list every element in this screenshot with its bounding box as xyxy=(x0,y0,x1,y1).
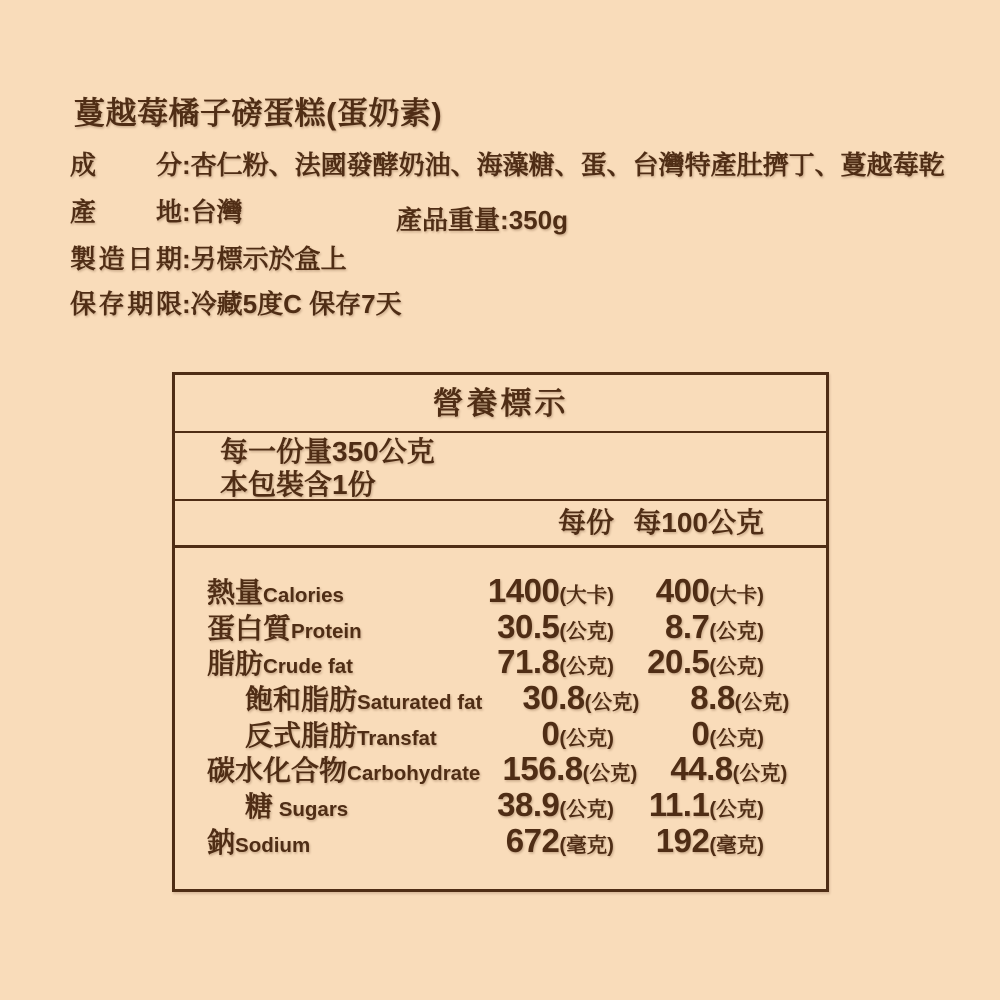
value-per-100g xyxy=(614,823,764,864)
column-header-per-100g: 每100公克 xyxy=(633,507,764,538)
nutrient-name-en: Crude fat xyxy=(263,655,353,679)
ingredients-label: 成分 xyxy=(70,150,182,180)
value-number: 8.8 xyxy=(690,679,735,717)
colon: : xyxy=(500,205,509,235)
value-unit: (公克) xyxy=(734,691,790,715)
nutrient-name-en: Carbohydrate xyxy=(347,762,481,786)
value-number: 156.8 xyxy=(502,750,583,788)
nutrition-rows xyxy=(175,548,826,859)
nutrient-name-zh: 脂肪 xyxy=(207,648,264,680)
value-per-serving xyxy=(457,823,614,864)
value-unit: (公克) xyxy=(709,655,764,679)
nutrient-name-zh: 飽和脂肪 xyxy=(245,684,358,716)
shelf-life-label: 保存期限 xyxy=(70,289,182,319)
nutrition-row-sugars xyxy=(175,787,826,823)
nutrient-name-en: Calories xyxy=(263,584,344,607)
value-unit: (大卡) xyxy=(709,584,764,607)
value-unit: (公克) xyxy=(559,798,614,822)
value-number: 1400 xyxy=(487,572,560,609)
serving-size: 每一份量350公克 xyxy=(220,436,435,467)
colon: : xyxy=(182,197,191,227)
column-header-row xyxy=(175,501,826,548)
colon: : xyxy=(182,244,191,274)
nutrition-row-sodium xyxy=(175,823,826,859)
column-header-per-serving: 每份 xyxy=(557,507,614,538)
serving-info xyxy=(175,433,826,501)
nutrition-row-calories xyxy=(175,573,826,609)
nutrient-name xyxy=(207,789,457,828)
nutrition-facts-table xyxy=(172,372,829,892)
value-number: 400 xyxy=(655,572,710,609)
nutrient-name xyxy=(207,682,482,721)
value-unit: (公克) xyxy=(732,762,788,786)
nutrient-name-en: Protein xyxy=(291,619,362,643)
value-number: 11.1 xyxy=(648,786,710,824)
value-unit: (公克) xyxy=(584,691,640,715)
value-unit: (公克) xyxy=(709,798,764,822)
colon: : xyxy=(182,150,191,180)
value-number: 30.8 xyxy=(522,679,585,717)
value-unit: (公克) xyxy=(709,726,764,750)
value-number: 0 xyxy=(691,714,710,752)
nutrient-name-en: Transfat xyxy=(357,726,437,750)
value-number: 44.8 xyxy=(670,750,733,788)
nutrient-name-zh: 反式脂肪 xyxy=(245,719,358,751)
nutrient-name xyxy=(207,646,457,685)
value-per-100g xyxy=(639,680,789,721)
value-per-serving xyxy=(482,680,639,721)
value-number: 38.9 xyxy=(497,786,560,824)
value-unit: (毫克) xyxy=(559,833,614,857)
nutrition-row-saturated-fat xyxy=(175,680,826,716)
value-unit: (公克) xyxy=(582,762,638,786)
nutrient-name xyxy=(207,825,457,864)
nutrition-row-trans-fat xyxy=(175,716,826,752)
weight-line xyxy=(396,200,568,237)
ingredients-value: 杏仁粉、法國發酵奶油、海藻糖、蛋、台灣特產肚擠丁、蔓越莓乾 xyxy=(190,150,945,180)
made-date-line xyxy=(70,239,347,276)
nutrient-name-en: Saturated fat xyxy=(357,691,483,715)
nutrition-table-title: 營養標示 xyxy=(175,375,826,433)
origin-value: 台灣 xyxy=(190,197,243,227)
nutrient-name xyxy=(207,575,457,614)
colon: : xyxy=(182,289,191,319)
nutrient-name xyxy=(207,611,457,650)
nutrient-name-zh: 鈉 xyxy=(207,826,236,858)
value-unit: (公克) xyxy=(559,619,614,643)
origin-line xyxy=(70,192,243,229)
nutrition-row-carbohydrate xyxy=(175,751,826,787)
nutrient-name-en: Sugars xyxy=(273,798,349,822)
shelf-life-value: 冷藏5度C 保存7天 xyxy=(190,289,402,319)
weight-value: 350g xyxy=(508,205,568,235)
value-unit: (毫克) xyxy=(709,833,764,857)
origin-label: 產地 xyxy=(70,197,182,227)
value-number: 20.5 xyxy=(647,643,710,681)
nutrient-name xyxy=(207,718,457,757)
made-date-value: 另標示於盒上 xyxy=(190,244,347,274)
ingredients-line xyxy=(70,145,945,182)
shelf-life-line xyxy=(70,284,402,321)
nutrient-name-en: Sodium xyxy=(235,833,311,857)
nutrient-name-zh: 熱量 xyxy=(207,577,264,608)
nutrition-row-protein xyxy=(175,609,826,645)
weight-label: 產品重量 xyxy=(396,205,501,235)
made-date-label: 製造日期 xyxy=(70,244,182,274)
value-number: 30.5 xyxy=(497,607,560,645)
product-title: 蔓越莓橘子磅蛋糕(蛋奶素) xyxy=(74,96,443,131)
value-per-100g xyxy=(614,644,764,685)
nutrient-name-zh: 碳水化合物 xyxy=(207,755,348,787)
value-number: 8.7 xyxy=(664,607,710,645)
value-number: 192 xyxy=(655,821,710,859)
nutrient-name xyxy=(207,753,480,792)
servings-per-package: 本包裝含1份 xyxy=(220,469,376,500)
nutrient-name-zh: 蛋白質 xyxy=(207,612,292,644)
value-unit: (大卡) xyxy=(559,584,614,607)
value-number: 672 xyxy=(505,821,560,859)
value-unit: (公克) xyxy=(709,619,764,643)
value-number: 0 xyxy=(541,714,560,752)
value-unit: (公克) xyxy=(559,655,614,679)
nutrition-row-crude-fat xyxy=(175,644,826,680)
value-unit: (公克) xyxy=(559,726,614,750)
nutrient-name-zh: 糖 xyxy=(245,791,274,823)
value-number: 71.8 xyxy=(497,643,560,681)
